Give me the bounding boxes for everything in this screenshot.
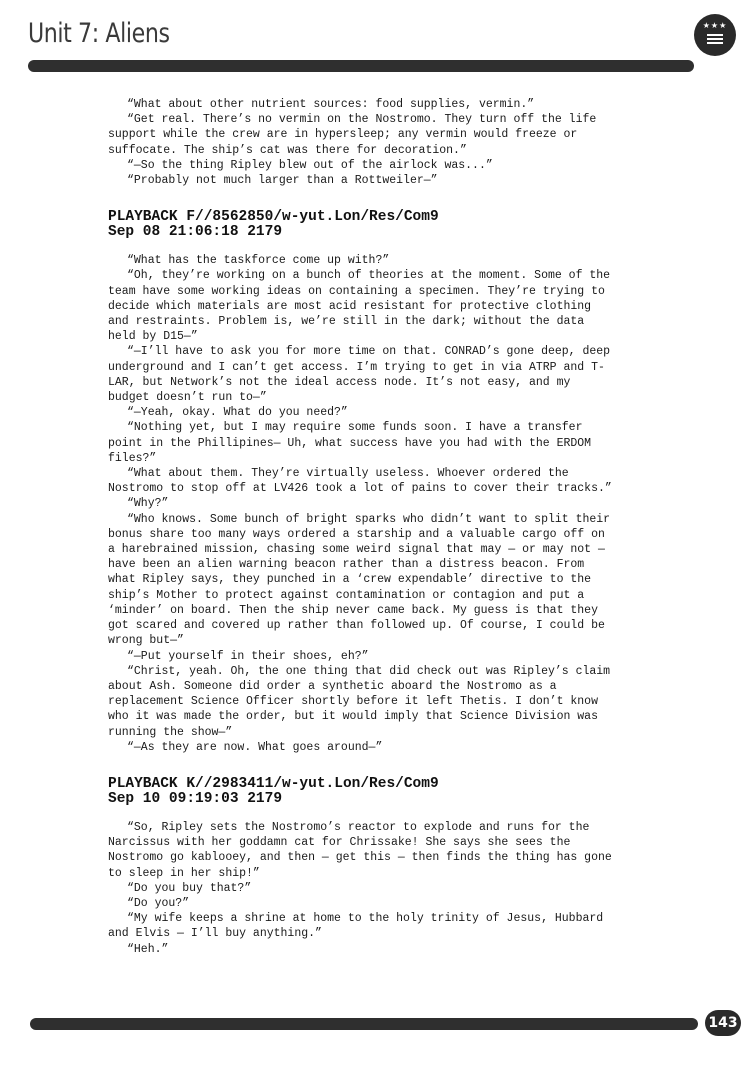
- header-rule: [28, 60, 694, 72]
- dialogue-line: “Get real. There’s no vermin on the Nostromo. They turn off the life support while the crew are in hypersleep; any vermin would freeze or suffocate. The ship’s cat was there for decoration.”: [108, 113, 597, 157]
- dialogue-line: “So, Ripley sets the Nostromo’s reactor to explode and runs for the Narcissus with her goddamn cat for Chrissake! She says she sees the Nostromo go kablooey, and then — get this — then finds the thing has gone to sleep in her ship!”: [108, 820, 612, 880]
- dialogue-line: “—I’ll have to ask you for more time on that. CONRAD’s gone deep, deep underground and I can’t get access. I’m trying to get in via ATRP and T-LAR, but Network’s not the ideal access node. It’s not easy, and my budget doesn’t run to—”: [108, 345, 611, 405]
- dialogue-line: “Why?”: [127, 497, 169, 511]
- dialogue-line: “—Yeah, okay. What do you need?”: [127, 406, 348, 420]
- dialogue-line: “What about other nutrient sources: food supplies, vermin.”: [127, 98, 535, 111]
- transcript-block: [108, 253, 618, 755]
- playback-timestamp: Sep 10 09:19:03 2179: [108, 790, 283, 807]
- dialogue-line: “—As they are now. What goes around—”: [127, 740, 383, 754]
- dialogue-line: “Probably not much larger than a Rottweiler—”: [127, 174, 438, 188]
- dialogue-line: “What about them. They’re virtually useless. Whoever ordered the Nostromo to stop off at LV426 took a lot of pains to cover their tracks.”: [108, 467, 612, 496]
- dialogue-line: “—So the thing Ripley blew out of the airlock was...”: [127, 158, 493, 172]
- transcript-block: [108, 97, 618, 188]
- dialogue-line: “Heh.”: [127, 942, 169, 956]
- playback-header: [108, 777, 618, 807]
- dialogue-line: “Who knows. Some bunch of bright sparks who didn’t want to split their bonus share too many ways ordered a starship and a valuable cargo off on a harebrained mission, chasing some weird signal that may — or may not — have been an alien warning beacon rather than a distress beacon. From what Ripley says, they punched in a ‘crew expendable’ directive to the ship’s Mother to protect against contamination or contagion and put a ‘minder’ on board. Then the ship never came back. My guess is that they got scared and covered up rather than followed up. Of course, I could be wrong but—”: [108, 512, 611, 648]
- playback-id: PLAYBACK F//8562850/w-yut.Lon/Res/Com9: [108, 209, 439, 226]
- playback-header: [108, 210, 618, 240]
- transcript-block: [108, 820, 618, 957]
- page-number: 143: [705, 1010, 741, 1036]
- page-title: Unit 7: Aliens: [28, 18, 170, 49]
- playback-timestamp: Sep 08 21:06:18 2179: [108, 224, 283, 241]
- stars-icon: ★★★: [702, 21, 728, 30]
- dialogue-line: “My wife keeps a shrine at home to the holy trinity of Jesus, Hubbard and Elvis — I’ll buy anything.”: [108, 912, 604, 941]
- dialogue-line: “Nothing yet, but I may require some funds soon. I have a transfer point in the Phillipines— Uh, what success have you had with the ERDOM files?”: [108, 421, 592, 465]
- dialogue-line: “—Put yourself in their shoes, eh?”: [127, 649, 369, 663]
- dialogue-line: “Christ, yeah. Oh, the one thing that did check out was Ripley’s claim about Ash. Someone did order a synthetic aboard the Nostromo as a replacement Science Officer shortly before it left Thetis. I don’t know who it was made the order, but it would imply that Science Division was running the show—”: [108, 664, 611, 739]
- corporate-logo-icon: [694, 14, 736, 56]
- dialogue-line: “Oh, they’re working on a bunch of theories at the moment. Some of the team have some working ideas on containing a specimen. They’re trying to decide which materials are most acid resistant for protective clothing and restraints. Problem is, we’re still in the dark; without the data held by D15—”: [108, 269, 611, 344]
- dialogue-line: “What has the taskforce come up with?”: [127, 254, 390, 268]
- dialogue-line: “Do you?”: [127, 896, 190, 910]
- footer-rule: [30, 1018, 698, 1030]
- dialogue-line: “Do you buy that?”: [127, 881, 252, 895]
- wings-icon: [707, 34, 723, 48]
- playback-id: PLAYBACK K//2983411/w-yut.Lon/Res/Com9: [108, 775, 439, 792]
- document-body: [108, 97, 618, 957]
